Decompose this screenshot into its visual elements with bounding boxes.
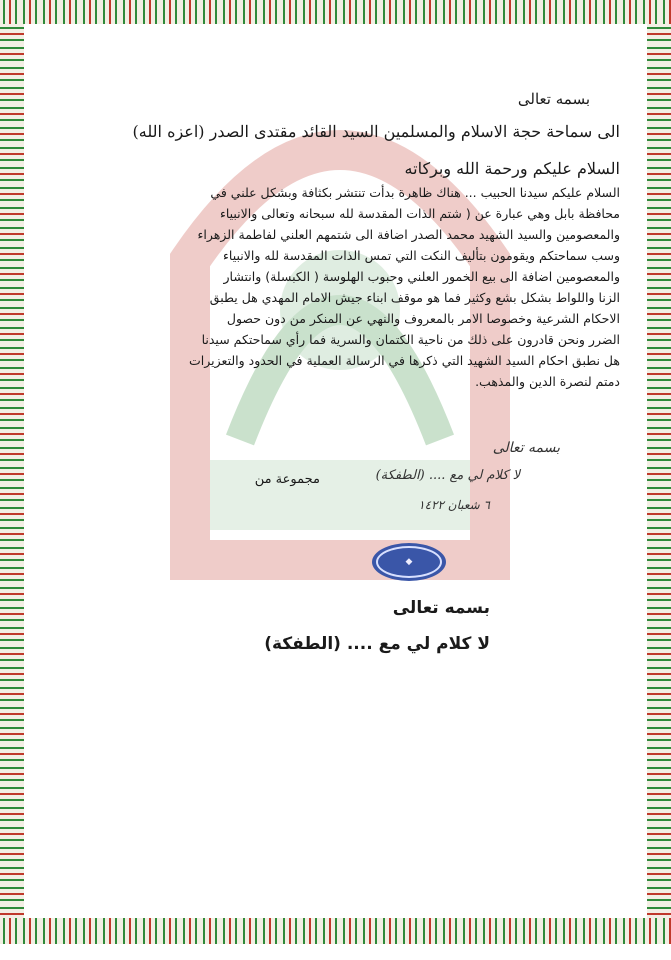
body-line: دمتم لنصرة الدين والمذهب. (475, 374, 620, 389)
body-line: وسب سماحتكم ويقومون بتأليف النكت التي تمس الذات المقدسة لله والانبياء (223, 248, 620, 263)
handwritten-reply: لا كلام لي مع .... (الطفكة) (375, 468, 520, 483)
body-line: الاحكام الشرعية وخصوصا الامر بالمعروف والنهي عن المنكر من دون حصول (226, 311, 620, 326)
letter-paragraph (60, 182, 620, 392)
body-line: محافظة بابل وهي عبارة عن ( شتم الذات المقدسة لله سبحانه وتعالى والانبياء (219, 206, 620, 221)
body-line: هل نطبق احكام السيد الشهيد التي ذكرها في الرسالة العملية في الحدود والتعزيرات (189, 353, 620, 368)
body-line: الضرر ونحن قادرون على ذلك من ناحية الكتمان والسرية فما رأي سماحتكم سيدنا (201, 332, 620, 347)
reply-bismillah: بسمه تعالى (392, 598, 490, 618)
decorative-border-top (0, 0, 671, 24)
typed-reply (60, 598, 620, 654)
body-line: الزنا واللواط بشكل بشع وكثير فما هو موقف ابناء جيش الامام المهدي هل يطبق (209, 290, 620, 305)
signature-block (60, 440, 620, 520)
body-line: والمعصومين اضافة الى بيع الخمور العلني وحبوب الهلوسة ( الكبسلة) وانتشار (223, 269, 620, 284)
letter-greeting: السلام عليكم ورحمة الله وبركاته (404, 159, 620, 178)
letter-addressee: الى سماحة حجة الاسلام والمسلمين السيد القائد مقتدى الصدر (اعزه الله) (132, 122, 620, 141)
body-line: السلام عليكم سيدنا الحبيب ... هناك ظاهرة بدأت تنتشر بكثافة وبشكل علني في (210, 185, 620, 200)
decorative-border-left (0, 24, 24, 918)
letter-body (60, 90, 620, 392)
letter-bismillah: بسمه تعالى (517, 90, 590, 108)
decorative-border-right (647, 24, 671, 918)
handwritten-date: ٦ شعبان ١٤٢٢ (418, 498, 490, 512)
reply-text: لا كلام لي مع .... (الطفكة) (264, 634, 490, 654)
seal-text: ◆ (405, 557, 413, 567)
official-seal (372, 543, 446, 581)
decorative-border-bottom (0, 918, 671, 944)
seal-inner-ring (376, 546, 442, 578)
sender-label: مجموعة من (254, 472, 320, 487)
body-line: والمعصومين والسيد الشهيد محمد الصدر اضافة الى شتمهم العلني لفاطمة الزهراء (197, 227, 620, 242)
handwritten-bismillah: بسمه تعالى (492, 440, 560, 456)
